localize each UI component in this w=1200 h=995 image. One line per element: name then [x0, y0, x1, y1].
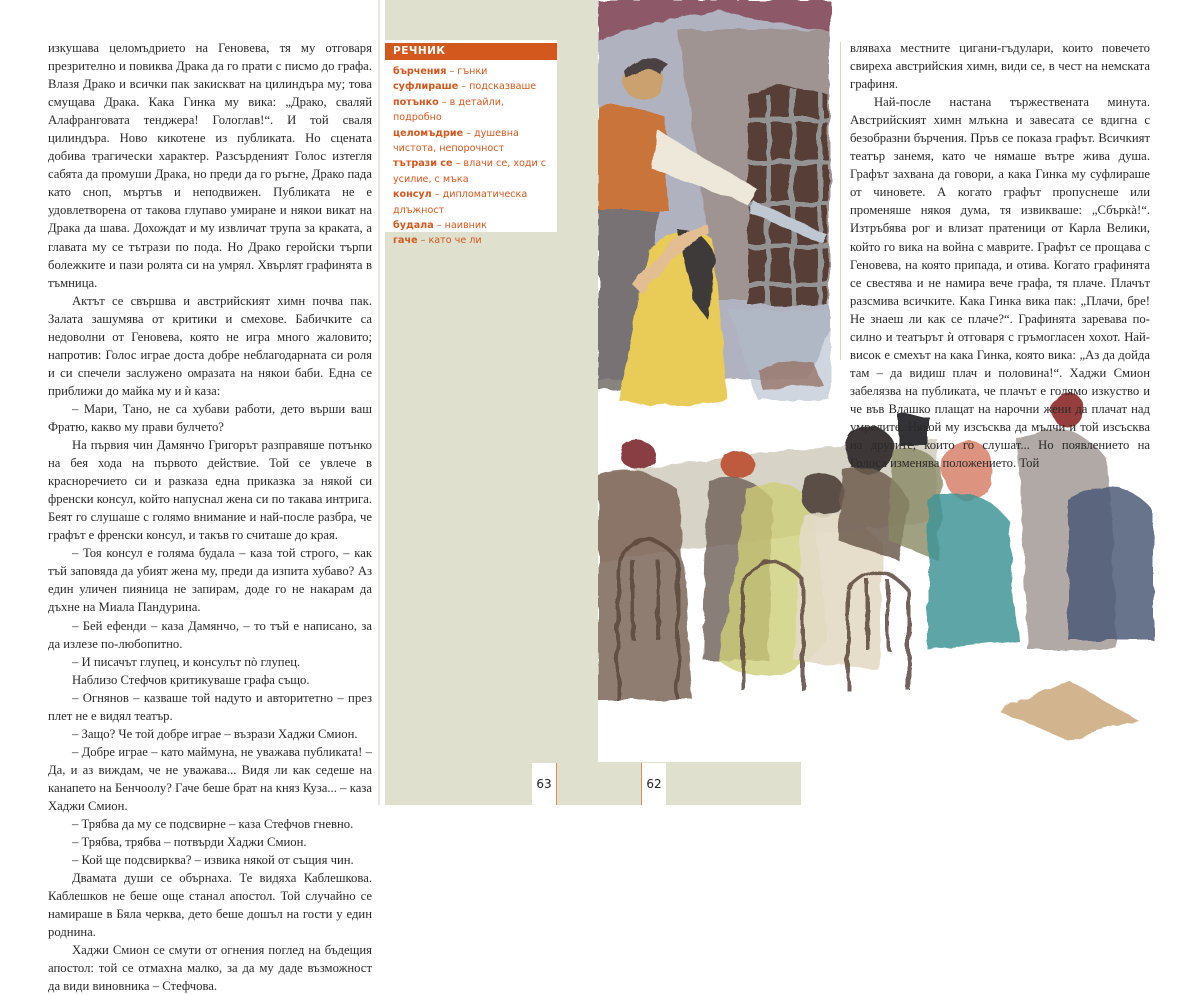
paragraph: – Огнянов – казваше той надуто и авторитетно – през плет не е видял театър.: [48, 690, 372, 723]
paragraph: – Добре играе – като маймуна, не уважава публиката! – Да, и аз виждам, че не уважава... Видя ли как седеше на канапето на Бенчоолу? Гаче беше брат на княз Куза... – каза Хаджи Смион.: [48, 744, 372, 813]
paragraph: изкушава целомъдрието на Геновева, тя му отговаря презрително и повиква Драка да го прати с писмо до графа. Влазя Драко и всички пак закискват на цилиндъра му; това смущава Драка. Кака Гинка му вика: „Драко, сваляй Алафранговата тенджера! Гологлав!“. И той сваля цилиндъра. Ново кикотене из публиката. Но сцената добива трагически характер. Разсърденият Голос изтегля сабята да промуши Драка, но преди да го ръгне, Драко пада като сноп, мъртъв и неподвижен. Публиката не е удовлетворена от такова глупаво умиране и някои викат на Драка да шава. Дохождат и му извличат трупа за краката, а главата му се тътрази по пода. Но Драко геройски търпи болежките и пази ролята си на умрял. Хвърлят графинята в тъмница.: [48, 41, 372, 290]
glossary-entry: суфлираше – подсказваше: [393, 81, 537, 93]
paragraph: – Тоя консул е голяма будала – каза той строго, – как тъй заповяда да убият жена му, преди да изпита хубаво? Аз един уличен пияница не запирам, доде го не накарам да дъхне на Миала Пандурина.: [48, 546, 372, 615]
glossary-entry: бърчения – гънки: [393, 66, 488, 77]
spectator-head: [801, 473, 845, 517]
spectator-teal: [928, 493, 1018, 650]
glossary-entry: тътрази се – влачи се, ходи с усилие, с мъка: [393, 158, 547, 185]
paragraph: – Кой ще подсвирква? – извика някой от същия чин.: [72, 853, 354, 868]
page-fold-line: [378, 0, 380, 805]
glossary-entry: целомъдрие – душевна чистота, непорочност: [393, 127, 519, 155]
paragraph: Най-после настана тържествената минута. Австрийският химн млъкна и завесата се вдигна с безобразни бърчения. Пръв се показа графът. Всичкият театър занемя, като че нямаше вътре жива душа. Графът захвана да говори, а кака Гинка му суфлираше от чиновете. А когато графът пропуснеше или променяше някоя дума, тя извикваше: „Сбъркà!“. Изтръбява рог и влизат пратеници от Карла Велики, който го вика на война с маврите. Графът се прощава с Геновева, на която припада, и отива. Когато графинята се свестява и не намира вече графа, тя плаче. Плачът разсмива всичките. Кака Гинка вика пак: „Плачи, бре! Не знаеш ли как се плаче?“. Графинята заревава по-силно и театърът ѝ отговаря с гръмогласен хохот. Най-висок е смехът на кака Гинка, която вика: „Аз да дойда там – да видиш плач и половина!“. Хаджи Смион забелязва на публиката, че плачът е голямо изкуство и че във Влашко плащат на нарочни жени да плачат над умрелите. Някой му изсъсква да мълчи и той изсъсква на другите, които го слушат... Но появлението на Голоса изменява положението. Той: [850, 95, 1150, 471]
glossary-definition: душевна чистота, непорочност: [393, 127, 519, 155]
page-number-left: 63: [532, 763, 557, 805]
glossary-term: бърчения: [393, 66, 447, 77]
left-page-text: [48, 39, 372, 995]
paragraph: – Трябва да му се подсвирне – каза Стефчов гневно.: [72, 817, 354, 832]
glossary-definition: влачи се, ходи с усилие, с мъка: [393, 158, 547, 185]
glossary-entry: будала – наивник: [393, 220, 487, 232]
paragraph: вляваха местните цигани-гъдулари, които повечето свиреха австрийския химн, види се, в чест на немската графиня.: [850, 41, 1150, 92]
fez: [620, 441, 656, 469]
glossary-term: тътрази се: [393, 158, 453, 170]
bottom-margin-band: [598, 762, 800, 805]
paragraph: На първия чин Дамянчо Григорът разправяше потънко на бея хода на първото действие. Той се увлече в красноречието си и разказа една приказка за някой си френски консул, който напуснал жена си по такава интрига. Беят го слушаше с голямо внимание и най-после разбра, че графът е френски консул, и такъв го считаше до края.: [48, 438, 372, 543]
paragraph: – Трябва, трябва – потвърди Хаджи Смион.: [72, 835, 307, 850]
paragraph: Наблизо Стефчов критикуваше графа също.: [72, 672, 310, 687]
glossary-entry: потънко – в детайли, подробно: [393, 96, 504, 124]
glossary-term: целомъдрие: [393, 127, 464, 139]
glossary-definition: подсказваше: [469, 81, 537, 93]
glossary-entry: консул – дипломатическа длъжност: [393, 189, 528, 216]
column-rule: [840, 42, 841, 360]
paragraph: Двамата души се обърнаха. Те видяха Каблешкова. Каблешков не беше още станал апостол. Той случайно се намираше в Бяла черква, дето беше дошъл на гости у един роднина.: [48, 871, 372, 940]
divider: [800, 762, 801, 805]
glossary-definition: гънки: [457, 66, 488, 77]
glossary-definition: в детайли, подробно: [393, 96, 504, 124]
glossary-term: суфлираше: [393, 81, 459, 93]
glossary-entry: гаче – като че ли: [393, 235, 482, 247]
glossary-list: [385, 60, 557, 249]
glossary-term: будала: [393, 220, 434, 232]
glossary-definition: като че ли: [428, 235, 482, 247]
paragraph: – Мари, Тано, не са хубави работи, дето върши ваш Фратю, какво му прави булчето?: [48, 401, 372, 434]
glossary-term: гаче: [393, 235, 418, 247]
glossary-term: консул: [393, 189, 432, 201]
paragraph: – И писачът глупец, и консулът пò глупец.: [72, 654, 301, 669]
paragraph: – Защо? Че той добре играе – възрази Хаджи Смион.: [72, 726, 358, 741]
page-number-right: 62: [641, 763, 666, 805]
paragraph: – Бей ефенди – каза Дамянчо, – то тъй е написано, за да излезе по-любопитно.: [48, 618, 372, 651]
paragraph: Актът се свършва и австрийският химн почва пак. Залата зашумява от критики и смехове. Бабичките са недоволни от Геновева, която не игра много жаловито; напротив: Голос играе доста добре неблагодарната си роля и си спечели заслужено омразата на някои баби. Една се приближи до майка му и ѝ каза:: [48, 293, 372, 398]
paragraph: Хаджи Смион се смути от огнения поглед на бъдещия апостол: той се отмахна малко, за да му даде възможност да види виновника – Стефчова.: [48, 943, 372, 994]
glossary-title: РЕЧНИК: [385, 43, 557, 60]
right-page-text: [850, 39, 1150, 472]
glossary-definition: наивник: [444, 220, 487, 232]
fez: [721, 451, 755, 479]
spectator: [1068, 487, 1153, 640]
glossary-box: [385, 40, 557, 247]
glossary-definition: дипломатическа длъжност: [393, 189, 528, 216]
glossary-term: потънко: [393, 96, 439, 108]
tray: [998, 680, 1138, 740]
